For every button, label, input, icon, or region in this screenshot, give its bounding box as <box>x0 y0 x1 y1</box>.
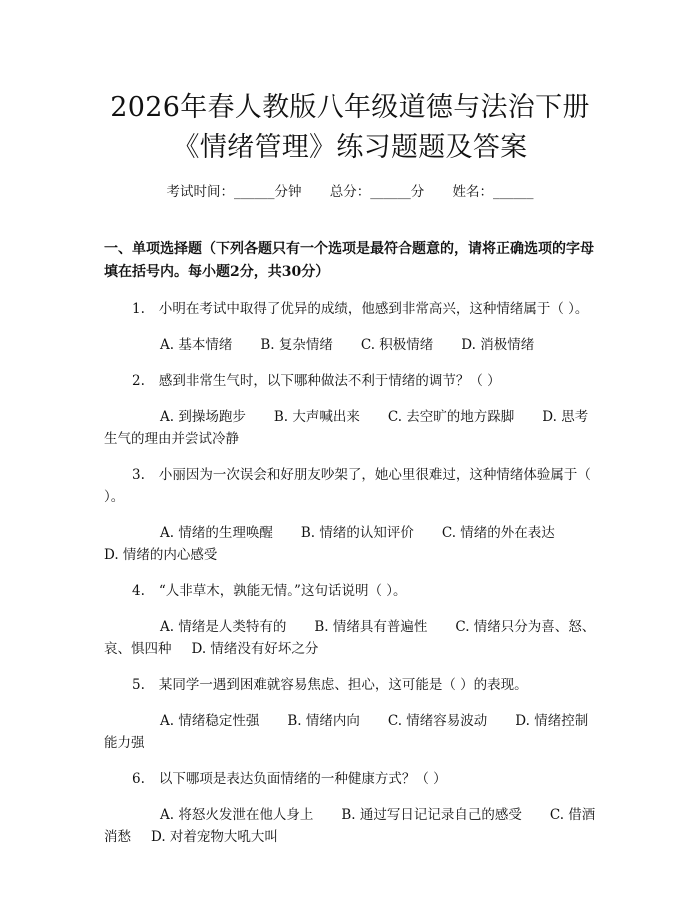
question-options <box>104 710 596 754</box>
student-name-field: 姓名：______ <box>452 184 534 200</box>
section-header-single-choice: 一、单项选择题（下列各题只有一个选项是最符合题意的，请将正确选项的字母填在括号内。每小题2分，共30分） <box>104 241 594 280</box>
question-options <box>104 804 596 848</box>
option-c: C. 积极情绪 <box>360 337 434 353</box>
question-5 <box>104 674 596 754</box>
option-a: A. 基本情绪 <box>160 337 233 353</box>
option-b: B. 通过写日记记录自己的感受 <box>341 807 522 823</box>
option-a: A. 到操场跑步 <box>160 409 246 425</box>
option-b: B. 情绪的认知评价 <box>300 525 414 541</box>
question-number: 3. <box>132 467 145 483</box>
question-number: 4. <box>132 583 145 599</box>
option-b: B. 复杂情绪 <box>260 337 333 353</box>
exam-info <box>104 182 596 202</box>
question-number: 6. <box>132 771 145 787</box>
question-text: “人非草木，孰能无情。”这句话说明（ ）。 <box>158 583 407 599</box>
option-a: A. 情绪稳定性强 <box>160 713 260 729</box>
option-c: C. 去空旷的地方跺脚 <box>387 409 515 425</box>
document-title: 2026年春人教版八年级道德与法治下册《情绪管理》练习题题及答案 <box>110 92 590 163</box>
question-options <box>104 406 596 450</box>
question-number: 5. <box>132 677 145 693</box>
question-text: 小明在考试中取得了优异的成绩，他感到非常高兴，这种情绪属于（ ）。 <box>158 301 589 317</box>
question-stem <box>104 370 596 392</box>
question-options <box>104 616 596 660</box>
question-stem <box>104 768 596 790</box>
option-c: C. 情绪只分为喜、怒、哀、惧四种 <box>104 619 596 657</box>
question-2 <box>104 370 596 450</box>
option-d: D. 思考生气的理由并尝试冷静 <box>104 409 589 447</box>
option-d: D. 情绪控制能力强 <box>104 713 589 751</box>
option-d: D. 情绪没有好坏之分 <box>191 641 319 657</box>
option-c: C. 借酒消愁 <box>104 807 596 845</box>
question-stem <box>104 674 596 696</box>
option-a: A. 将怒火发泄在他人身上 <box>160 807 314 823</box>
option-a: A. 情绪的生理唤醒 <box>160 525 273 541</box>
option-d: D. 情绪的内心感受 <box>104 547 218 563</box>
question-stem <box>104 298 596 320</box>
option-c: C. 情绪的外在表达 <box>441 525 555 541</box>
question-options <box>104 522 596 566</box>
question-text: 某同学一遇到困难就容易焦虑、担心，这可能是（ ）的表现。 <box>158 677 528 693</box>
question-text: 小丽因为一次误会和好朋友吵架了，她心里很难过，这种情绪体验属于（ ）。 <box>104 467 591 505</box>
question-number: 1. <box>132 301 145 317</box>
question-1 <box>104 298 596 356</box>
option-b: B. 大声喊出来 <box>273 409 360 425</box>
question-6 <box>104 768 596 848</box>
question-stem <box>104 464 596 508</box>
total-score-field: 总分：______分 <box>329 184 425 200</box>
question-text: 以下哪项是表达负面情绪的一种健康方式？（ ） <box>158 771 447 787</box>
question-number: 2. <box>132 373 145 389</box>
option-b: B. 情绪内向 <box>287 713 360 729</box>
question-text: 感到非常生气时，以下哪种做法不利于情绪的调节？（ ） <box>158 373 501 389</box>
question-options <box>104 334 596 356</box>
option-d: D. 对着宠物大吼大叫 <box>151 829 278 845</box>
option-d: D. 消极情绪 <box>461 337 535 353</box>
exam-time-field: 考试时间：______分钟 <box>166 184 302 200</box>
option-b: B. 情绪具有普遍性 <box>314 619 428 635</box>
question-4 <box>104 580 596 660</box>
question-3 <box>104 464 596 566</box>
option-c: C. 情绪容易波动 <box>387 713 488 729</box>
question-stem <box>104 580 596 602</box>
option-a: A. 情绪是人类特有的 <box>160 619 287 635</box>
